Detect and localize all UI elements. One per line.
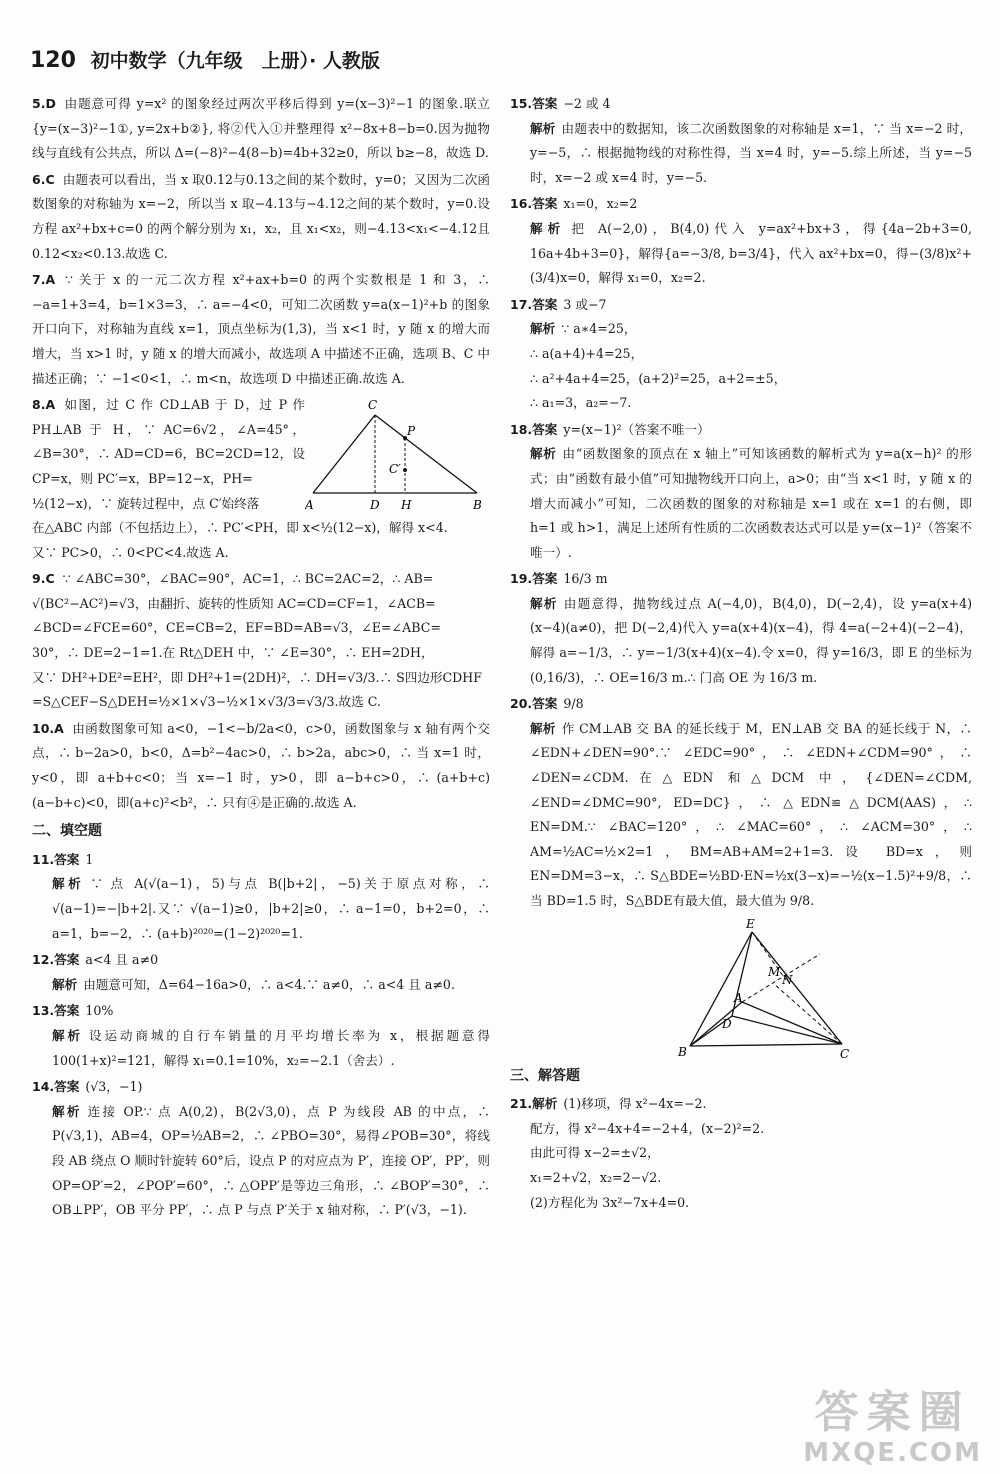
analysis-line: ∵ a∗4=25，	[561, 321, 637, 337]
answer-value: a<4 且 a≠0	[85, 952, 159, 968]
section-heading: 二、填空题	[32, 823, 102, 840]
q-number: 13.	[32, 1003, 55, 1019]
q-number: 21.	[510, 1096, 533, 1112]
answer-value: 1	[85, 851, 94, 867]
analysis-text: 由“函数图象的顶点在 x 轴上”可知该函数的解析式为 y=a(x−h)² 的形式；由“函数有最小值”可知抛物线开口向上，a>0；由“当 x<1 时，y 随 x 的增大而减小”可知，二次函数的图象的对称轴是 x=1 或在 x=1 的右侧，即 h=1 或 h>1，满足上述所有性质的二次函数表达式可以是 y=(x−1)²（答案不唯一）.	[530, 446, 973, 560]
analysis-text: 连接 OP.∵ 点 A(0,2)，B(2√3,0)，点 P 为线段 AB 的中点，∴ P(√3,1)，AB=4，OP=½AB=2，∴ ∠PBO=30°，易得∠POB=30°，将线段 AB 绕点 O 顺时针旋转 60°后，设点 P 的对应点为 P′，连接 OP′，PP′，则 OP=OP′=2，∠POP′=60°，∴ △OPP′是等边三角形，∴ ∠BOP′=30°，∴ OB⊥PP′，OB 平分 PP′，∴ 点 P 与点 P′关于 x 轴对称，∴ P′(√3，−1).	[52, 1103, 491, 1218]
label-M: M	[768, 964, 781, 979]
analysis-tag: 解析	[52, 1027, 83, 1043]
analysis-text: ∵ 点 A(√(a−1)，5)与点 B(|b+2|，−5)关于原点对称，∴ √(a−1)=−|b+2|.又∵ √(a−1)≥0，|b+2|≥0，∴ a−1=0，b+2=0，∴ a=1，b=−2，∴ (a+b)²⁰²⁰=(1−2)²⁰²⁰=1.	[52, 876, 490, 941]
answer-value: 16/3 m	[563, 571, 608, 587]
q-text: ∵ ∠ABC=30°，∠BAC=90°，AC=1，∴ BC=2AC=2，∴ AB=	[62, 571, 434, 587]
q-number: 10.A	[32, 720, 64, 736]
q-number: 15.	[510, 96, 533, 111]
analysis-tag: 解析	[530, 321, 556, 337]
analysis-tag: 解析	[530, 595, 558, 611]
q-text: =S△CEF−S△DEH=½×1×√3−½×1×√3/3=√3/3.故选 C.	[32, 694, 381, 710]
answer-q10	[32, 717, 490, 815]
analysis-text: 作 CM⊥AB 交 BA 的延长线于 M，EN⊥AB 交 BA 的延长线于 N，∴ ∠EDN+∠DEN=90°.∵ ∠EDC=90°，∴ ∠EDN+∠CDM=90°，∴ ∠DEN=∠CDM.在△EDN 和△DCM 中，{∠DEN=∠CDM, ∠END=∠DMC=90°, ED=DC}，∴ △EDN≌△DCM(AAS)，∴ EN=DM.∵ ∠BAC=120°，∴ ∠MAC=60°，∴ ∠ACM=30°，∴ AM=½AC=½×2=1，BM=AB+AM=2+1=3.设 BD=x，则 EN=DM=3−x，∴ S△BDE=½BD·EN=½x(3−x)=−½(x−1.5)²+9/8，∴ 当 BD=1.5 时，S△BDE有最大值，最大值为 9/8.	[530, 720, 972, 908]
answer-tag: 答案	[532, 696, 558, 712]
q-number: 18.	[510, 421, 533, 437]
answer-tag: 答案	[532, 96, 558, 111]
q-text: 如图，过 C 作 CD⊥AB 于 D，过 P 作 PH⊥AB 于 H，∵ AC=6√2，∠A=45°，∠B=30°，∴ AD=CD=6，BC=2CD=12，设 CP=x，则 PC′=x，BP=12−x，PH=	[32, 397, 305, 486]
triangle-bce-figure	[670, 918, 870, 1060]
answer-q17	[510, 293, 972, 416]
q-number: 8.A	[32, 397, 56, 413]
answer-q13	[32, 999, 490, 1073]
label-N: N	[782, 972, 793, 987]
label-H: H	[401, 498, 412, 513]
answer-q16	[510, 192, 972, 290]
left-column	[32, 92, 490, 1225]
q-number: 17.	[510, 296, 533, 312]
analysis-line: x₁=2+√2，x₂=2−√2.	[530, 1169, 662, 1185]
q-text: 又∵ DH²+DE²=EH²，即 DH²+1=(2DH)²，∴ DH=√3/3.∴ S四边形CDHF	[32, 669, 482, 685]
q-number: 16.	[510, 196, 533, 212]
q-number: 19.	[510, 571, 533, 587]
label-E: E	[746, 917, 755, 931]
answer-tag: 答案	[54, 1003, 80, 1019]
page-number: 120	[30, 48, 76, 73]
answer-q15	[510, 92, 972, 190]
analysis-tag: 解析	[52, 1103, 82, 1119]
answer-value: 9/8	[563, 696, 584, 712]
q-number: 12.	[32, 952, 55, 968]
watermark-url: MXQE.COM	[803, 1438, 982, 1468]
label-P: P	[407, 424, 416, 439]
answer-tag: 答案	[54, 1079, 80, 1095]
analysis-tag: 解析	[530, 120, 556, 136]
analysis-tag: 解析	[52, 976, 78, 992]
watermark-text: 答案圈	[814, 1387, 971, 1438]
q-text: √(BC²−AC²)=√3，由翻折、旋转的性质知 AC=CD=CF=1，∠ACB=	[32, 595, 436, 611]
answer-value: y=(x−1)²（答案不唯一）	[563, 421, 710, 437]
q-text: ½(12−x)，∵ 旋转过程中，点 C′始终落	[32, 495, 260, 511]
label-B: B	[678, 1044, 687, 1059]
label-D: D	[722, 1016, 732, 1031]
answer-value: 3 或−7	[563, 296, 607, 312]
q-number: 6.C	[32, 171, 55, 187]
q-number: 14.	[32, 1079, 55, 1095]
book-title: 初中数学（九年级 上册）· 人教版	[90, 50, 380, 72]
analysis-line: ∴ a(a+4)+4=25，	[530, 345, 644, 361]
analysis-tag: 解析	[532, 1096, 558, 1112]
answer-value: −2 或 4	[563, 96, 611, 111]
answer-q21	[510, 1092, 972, 1215]
label-A: A	[305, 498, 314, 513]
answer-value: (√3，−1)	[85, 1079, 143, 1095]
answer-value: 10%	[85, 1003, 114, 1019]
answer-tag: 答案	[54, 952, 80, 968]
answer-tag: 答案	[532, 196, 558, 212]
answer-tag: 答案	[54, 851, 80, 867]
label-C: C	[368, 398, 378, 413]
analysis-tag: 解析	[52, 876, 85, 892]
analysis-line: 配方，得 x²−4x+4=−2+4，(x−2)²=2.	[530, 1120, 765, 1136]
label-D: D	[370, 498, 380, 513]
answer-q12	[32, 948, 490, 997]
page-header	[30, 46, 970, 82]
analysis-text: 由题意得，抛物线过点 A(−4,0)，B(4,0)，D(−2,4)，设 y=a(x+4)(x−4)(a≠0)，把 D(−2,4)代入 y=a(x+4)(x−4)，得 4=a(−2+4)(−2−4)，解得 a=−1/3，∴ y=−1/3(x+4)(x−4).令 x=0，得 y=16/3，即 E 的坐标为(0,16/3)，∴ OE=16/3 m.∴ 门高 OE 为 16/3 m.	[530, 595, 972, 685]
analysis-line: ∴ a₁=3，a₂=−7.	[530, 395, 632, 411]
q-text: ∵ 关于 x 的一元二次方程 x²+ax+b=0 的两个实数根是 1 和 3，∴ −a=1+3=4，b=1×3=3，∴ a=−4<0，可知二次函数 y=a(x−1)²+b 的图象开口向下，对称轴为直线 x=1，顶点坐标为(1,3)，当 x<1 时，y 随 x 的增大而增大，当 x>1 时，y 随 x 的增大而减小，故选项 A 中描述不正确，选项 B、C 中描述正确；∵ −1<0<1，∴ m<n，故选项 D 中描述正确.故选 A.	[32, 272, 490, 386]
answer-tag: 答案	[532, 296, 558, 312]
q-text: 由函数图象可知 a<0，−1<−b/2a<0，c>0，函数图象与 x 轴有两个交点，∴ b−2a>0，b<0，Δ=b²−4ac>0，∴ b>2a，abc>0，∴ 当 x=1 时，y<0，即 a+b+c<0；当 x=−1 时，y>0，即 a−b+c>0，∴ (a+b+c)(a−b+c)<0，即(a+c)²<b²，∴ 只有④是正确的.故选 A.	[32, 720, 490, 810]
answer-q8	[32, 393, 490, 565]
triangle-abc-figure	[305, 393, 490, 513]
q-text: ∠BCD=∠FCE=60°，CE=CB=2，EF=BD=AB=√3，∠E=∠ABC=	[32, 620, 441, 636]
answer-tag: 答案	[532, 571, 558, 587]
analysis-line: (2)方程化为 3x²−7x+4=0.	[530, 1194, 690, 1210]
q-text: 由题意可得 y=x² 的图象经过两次平移后得到 y=(x−3)²−1 的图象.联立{y=(x−3)²−1①, y=2x+b②}, 将②代入①并整理得 x²−8x+8−b=0.因为抛物线与直线有公共点，所以 Δ=(−8)²−4(8−b)=4b+32≥0，所以 b≥−8，故选 D.	[32, 96, 490, 161]
analysis-line: 由此可得 x−2=±√2，	[530, 1145, 660, 1161]
q-text: 由题表可以看出，当 x 取0.12与0.13之间的某个数时，y=0；又因为二次函数图象的对称轴为 x=−2，所以当 x 取−4.13与−4.12之间的某个数时，y=0.设方程 ax²+bx+c=0 的两个解分别为 x₁，x₂，且 x₁<x₂，则−4.13<x₁<−4.12且0.12<x₂<0.13.故选 C.	[32, 171, 490, 261]
label-C: C	[840, 1046, 850, 1060]
answer-q5	[32, 92, 490, 166]
q-number: 11.	[32, 851, 55, 867]
label-B: B	[473, 498, 482, 513]
section-heading: 三、解答题	[510, 1067, 580, 1084]
answer-q18	[510, 418, 972, 566]
answer-q14	[32, 1075, 490, 1223]
answer-value: x₁=0，x₂=2	[563, 196, 638, 212]
q-number: 20.	[510, 696, 533, 712]
q-number: 7.A	[32, 272, 56, 288]
analysis-text: 把 A(−2,0)，B(4,0)代入 y=ax²+bx+3，得{4a−2b+3=0, 16a+4b+3=0}，解得{a=−3/8, b=3/4}，代入 ax²+bx=0，得−(3/8)x²+(3/4)x=0，解得 x₁=0，x₂=2.	[530, 220, 973, 286]
answer-tag: 答案	[532, 421, 558, 437]
analysis-line: (1)移项，得 x²−4x=−2.	[563, 1096, 707, 1112]
analysis-text: 由题表中的数据知，该二次函数图象的对称轴是 x=1，∵ 当 x=−2 时，y=−5，∴ 根据抛物线的对称性得，当 x=4 时，y=−5.综上所述，当 y=−5 时，x=−2 或 x=4 时，y=−5.	[530, 120, 972, 185]
q-number: 5.D	[32, 96, 56, 111]
label-C-prime: C′	[389, 462, 401, 477]
answer-q20	[510, 692, 972, 1059]
right-column	[510, 92, 972, 1217]
analysis-text: 由题意可知，Δ=64−16a>0，∴ a<4.∵ a≠0，∴ a<4 且 a≠0.	[83, 976, 455, 992]
q-number: 9.C	[32, 571, 55, 587]
analysis-line: ∴ a²+4a+4=25，(a+2)²=25，a+2=±5，	[530, 370, 787, 386]
analysis-tag: 解析	[530, 220, 566, 236]
answer-q6	[32, 168, 490, 266]
answer-q9	[32, 567, 490, 715]
analysis-tag: 解析	[530, 446, 557, 462]
answer-q19	[510, 567, 972, 690]
watermark-logo	[803, 1388, 982, 1468]
analysis-text: 设运动商城的自行车销量的月平均增长率为 x，根据题意得 100(1+x)²=121，解得 x₁=0.1=10%，x₂=−2.1（舍去）.	[52, 1027, 491, 1068]
analysis-tag: 解析	[530, 720, 556, 736]
answer-q7	[32, 268, 490, 391]
label-A: A	[734, 990, 743, 1005]
answer-q11	[32, 848, 490, 946]
q-text: 又∵ PC>0，∴ 0<PC<4.故选 A.	[32, 544, 229, 560]
q-text: 30°，∴ DE=2−1=1.在 Rt△DEH 中，∵ ∠E=30°，∴ EH=2DH，	[32, 645, 434, 661]
q-text: 在△ABC 内部（不包括边上），∴ PC′<PH，即 x<½(12−x)，解得 x<4.	[32, 520, 448, 536]
